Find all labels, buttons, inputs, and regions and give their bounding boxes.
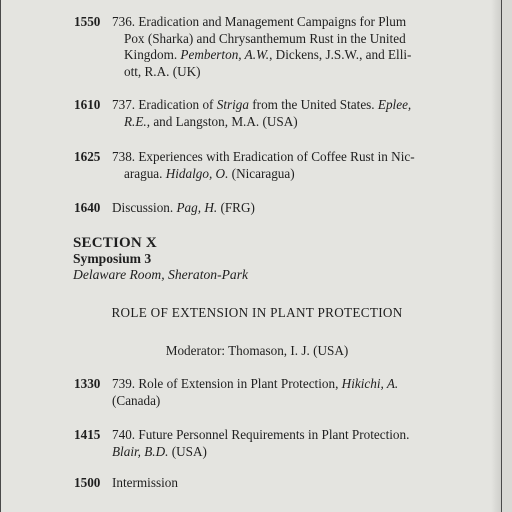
program-entry-discussion — [74, 200, 454, 217]
entry-text: 740. Future Personnel Requirements in Plant Protection. Blair, B.D. (USA) — [112, 427, 410, 459]
section-header — [73, 235, 248, 283]
entry-text: 737. Eradication of Striga from the United States. Eplee, R.E., and Langston, M.A. (USA) — [112, 97, 412, 129]
program-entry-739 — [74, 376, 454, 409]
entry-text: Discussion. Pag, H. (FRG) — [112, 200, 255, 215]
entry-time: 1610 — [74, 97, 101, 112]
program-entry-737 — [74, 97, 454, 130]
program-entry-intermission — [74, 475, 454, 492]
entry-time: 1640 — [74, 200, 101, 215]
program-entry-736 — [74, 14, 454, 80]
entry-time: 1625 — [74, 149, 101, 164]
program-entry-738 — [74, 149, 454, 182]
moderator-line: Moderator: Thomason, I. J. (USA) — [165, 343, 349, 358]
entry-time: 1415 — [74, 427, 101, 442]
entry-time: 1550 — [74, 14, 101, 29]
entry-time: 1500 — [74, 475, 101, 490]
entry-text: 736. Eradication and Management Campaigns for Plum Pox (Sharka) and Chrysanthemum Rust in the United Kingdom. Pemberton, A.W., Dickens, J.S.W., and Elli- ott, R.A. (UK) — [112, 14, 412, 79]
room-label: Delaware Room, Sheraton-Park — [73, 267, 249, 282]
section-title: SECTION X — [73, 235, 157, 251]
program-entry-740 — [74, 427, 454, 460]
entry-text: 739. Role of Extension in Plant Protection, Hikichi, A. (Canada) — [112, 376, 399, 408]
symposium-label: Symposium 3 — [73, 251, 152, 266]
entry-time: 1330 — [74, 376, 101, 391]
session-heading: ROLE OF EXTENSION IN PLANT PROTECTION — [111, 305, 403, 320]
entry-text: Intermission — [112, 475, 178, 490]
entry-text: 738. Experiences with Eradication of Coffee Rust in Nic- aragua. Hidalgo, O. (Nicaragua) — [112, 149, 415, 181]
